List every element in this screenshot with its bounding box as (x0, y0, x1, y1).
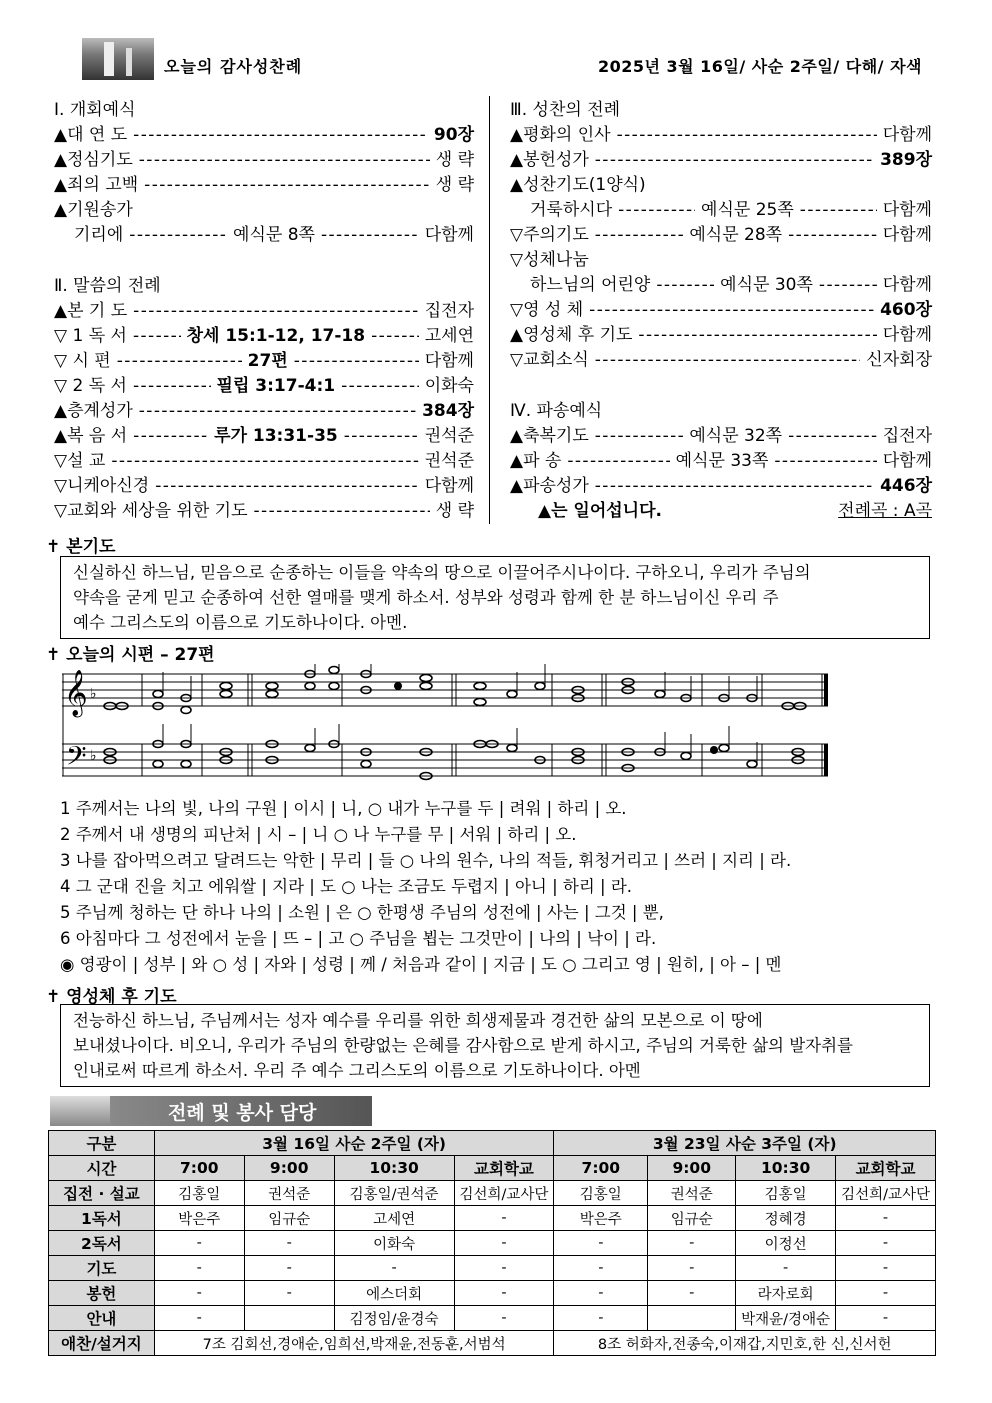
table-cell: 임규순 (244, 1206, 334, 1231)
postcommunion-line: 인내로써 따르게 하소서. 우리 주 예수 그리스도의 이름으로 기도하나이다. 아멘 (73, 1061, 641, 1080)
table-header-row (49, 1131, 936, 1156)
table-cell: 김선희/교사단 (836, 1181, 936, 1206)
table-cell: 정혜경 (736, 1206, 836, 1231)
table-cell: 9:00 (648, 1156, 736, 1181)
service-date: 2025년 3월 16일/ 사순 2주일/ 다해/ 자색 (597, 57, 922, 76)
table-cell: 7:00 (554, 1156, 648, 1181)
order-row: 거룩하시다 - - - 예식문 25쪽 - - - 다함께 (510, 198, 932, 223)
order-row: ▲층계성가 - - - 384장 (54, 399, 474, 424)
table-row (49, 1281, 936, 1306)
order-row: ▲기원송가 (54, 200, 133, 220)
table-row (49, 1331, 936, 1356)
order-left-column (54, 98, 474, 524)
duty-table (48, 1130, 936, 1356)
order-row: ▽주의기도 - - - 예식문 28쪽 - - - 다함께 (510, 223, 932, 248)
table-cell: 7조 김회선,경애순,임희선,박재윤,전동훈,서범석 (154, 1331, 554, 1356)
psalm-heading: ✝ 오늘의 시편 – 27편 (46, 645, 215, 665)
table-cell: 9:00 (244, 1156, 334, 1181)
order-row: ▲영성체 후 기도 - - - 다함께 (510, 323, 932, 348)
table-cell: - (454, 1256, 554, 1281)
order-row: ▽니케아신경 - - - 다함께 (54, 474, 474, 499)
table-cell: - (648, 1256, 736, 1281)
table-cell: 임규순 (648, 1206, 736, 1231)
table-cell: - (648, 1281, 736, 1306)
table-cell: 7:00 (154, 1156, 244, 1181)
table-cell: 권석준 (244, 1181, 334, 1206)
table-row (49, 1206, 936, 1231)
table-cell: - (454, 1231, 554, 1256)
table-cell: 김선희/교사단 (454, 1181, 554, 1206)
table-cell: 봉헌 (49, 1281, 155, 1306)
table-cell: - (454, 1206, 554, 1231)
collect-line: 약속을 굳게 믿고 순종하여 선한 열매를 맺게 하소서. 성부와 성령과 함께 한 분 하느님이신 우리 주 (73, 588, 779, 607)
collect-line: 신실하신 하느님, 믿음으로 순종하는 이들을 약속의 땅으로 이끌어주시나이다. 구하오니, 우리가 주님의 (73, 563, 811, 582)
table-cell: - (648, 1231, 736, 1256)
svg-text:𝄞: 𝄞 (64, 670, 88, 716)
table-row (49, 1306, 936, 1331)
week2-heading: 3월 23일 사순 3주일 (자) (554, 1131, 936, 1156)
table-cell (244, 1306, 334, 1331)
table-cell: - (554, 1281, 648, 1306)
table-cell: 박재윤/경애순 (736, 1306, 836, 1331)
order-row: ▽ 1 독 서 - - - 창세 15:1-12, 17-18 - - - 고세연 (54, 324, 474, 349)
table-cell: 권석준 (648, 1181, 736, 1206)
psalm-verse: 5 주님께 청하는 단 하나 나의 | 소원 | 은 ○ 한평생 주님의 성전에 | 사는 | 그것 | 뿐, (60, 903, 664, 922)
table-row (49, 1231, 936, 1256)
table-cell: 집전 · 설교 (49, 1181, 155, 1206)
table-cell: - (154, 1231, 244, 1256)
table-cell (648, 1306, 736, 1331)
table-cell: - (154, 1306, 244, 1331)
table-cell: 라자로회 (736, 1281, 836, 1306)
psalm-verse: 2 주께서 내 생명의 피난처 | 시 – | 니 ○ 나 누구를 무 | 서워 | 하리 | 오. (60, 825, 577, 844)
table-cell: 김정임/윤경숙 (334, 1306, 454, 1331)
table-cell: - (836, 1256, 936, 1281)
table-cell: 김홍일/권석준 (334, 1181, 454, 1206)
table-cell: - (836, 1306, 936, 1331)
table-cell: - (736, 1256, 836, 1281)
page-title: 오늘의 감사성찬례 (164, 57, 303, 76)
table-cell: - (334, 1256, 454, 1281)
table-cell: 고세연 (334, 1206, 454, 1231)
collect-box (60, 556, 930, 639)
header (82, 38, 932, 82)
table-cell: - (154, 1256, 244, 1281)
stand-note: ▲는 일어섭니다. (538, 501, 662, 521)
section-sending: Ⅳ. 파송예식 (510, 401, 603, 421)
table-cell: - (244, 1281, 334, 1306)
order-row: ▲파송성가 - - - 446장 (510, 474, 932, 499)
order-row: ▽성체나눔 (510, 250, 589, 270)
order-row: ▽교회와 세상을 위한 기도 - - - 생 략 (54, 499, 474, 524)
duty-title: 전례 및 봉사 담당 (168, 1102, 317, 1124)
table-cell: 박은주 (554, 1206, 648, 1231)
band-photo (50, 1096, 110, 1126)
table-row (49, 1256, 936, 1281)
table-cell: - (454, 1306, 554, 1331)
table-cell: 8조 허화자,전종숙,이재갑,지민호,한 신,신서헌 (554, 1331, 936, 1356)
table-cell: 김홍일 (736, 1181, 836, 1206)
order-row: ▽ 2 독 서 - - - 필립 3:17-4:1 - - - 이화숙 (54, 374, 474, 399)
table-cell: 에스더회 (334, 1281, 454, 1306)
table-cell: 박은주 (154, 1206, 244, 1231)
table-cell: - (244, 1231, 334, 1256)
table-cell: 안내 (49, 1306, 155, 1331)
order-row: ▲봉헌성가 - - - 389장 (510, 148, 932, 173)
table-cell: 10:30 (334, 1156, 454, 1181)
column-divider (489, 96, 490, 524)
table-cell: 시간 (49, 1156, 155, 1181)
svg-text:♭: ♭ (90, 686, 97, 702)
tune-note: 전례곡 : A곡 (838, 501, 932, 521)
postcommunion-heading: ✝ 영성체 후 기도 (46, 987, 177, 1007)
psalm-chant-score (62, 664, 830, 794)
table-cell: 교회학교 (836, 1156, 936, 1181)
legend-line (510, 499, 932, 524)
order-row: ▲성찬기도(1양식) (510, 175, 646, 195)
table-cell: 교회학교 (454, 1156, 554, 1181)
church-photo (82, 38, 154, 80)
postcommunion-box (60, 1004, 930, 1087)
table-cell: - (836, 1281, 936, 1306)
collect-heading: ✝ 본기도 (46, 537, 116, 557)
order-row: ▽ 시 편 - - - 27편 - - - 다함께 (54, 349, 474, 374)
order-right-column (510, 98, 932, 524)
psalm-verse: 4 그 군대 진을 치고 에워쌀 | 지라 | 도 ○ 나는 조금도 두렵지 | 아니 | 하리 | 라. (60, 877, 633, 896)
section-opening: Ⅰ. 개회예식 (54, 100, 136, 120)
table-cell: - (554, 1306, 648, 1331)
order-row: ▽설 교 - - - 권석준 (54, 449, 474, 474)
postcommunion-line: 보내셨나이다. 비오니, 우리가 주님의 한량없는 은혜를 감사함으로 받게 하시고, 주님의 거룩한 삶의 발자취를 (73, 1036, 853, 1055)
order-row: ▲본 기 도 - - - 집전자 (54, 299, 474, 324)
order-row: ▲파 송 - - - 예식문 33쪽 - - - 다함께 (510, 449, 932, 474)
table-cell: - (154, 1281, 244, 1306)
psalm-text (60, 796, 791, 978)
order-row: ▲축복기도 - - - 예식문 32쪽 - - - 집전자 (510, 424, 932, 449)
table-cell: 2독서 (49, 1231, 155, 1256)
order-row: ▲대 연 도 - - - 90장 (54, 123, 474, 148)
svg-text:♭: ♭ (90, 748, 97, 764)
table-cell: - (554, 1256, 648, 1281)
table-cell: 10:30 (736, 1156, 836, 1181)
table-cell: 이정선 (736, 1231, 836, 1256)
svg-text:𝄢: 𝄢 (66, 740, 87, 778)
week1-heading: 3월 16일 사순 2주일 (자) (154, 1131, 554, 1156)
psalm-verse: 6 아침마다 그 성전에서 눈을 | 뜨 – | 고 ○ 주님을 뵙는 그것만이 | 나의 | 낙이 | 라. (60, 929, 657, 948)
table-cell: - (244, 1256, 334, 1281)
postcommunion-line: 전능하신 하느님, 주님께서는 성자 예수를 우리를 위한 희생제물과 경건한 삶의 모본으로 이 땅에 (73, 1011, 763, 1030)
psalm-verse: 1 주께서는 나의 빛, 나의 구원 | 이시 | 니, ○ 내가 누구를 두 | 려워 | 하리 | 오. (60, 799, 627, 818)
duty-title-band (50, 1096, 372, 1126)
order-row: ▲평화의 인사 - - - 다함께 (510, 123, 932, 148)
table-cell: - (836, 1231, 936, 1256)
order-row: ▽교회소식 - - - 신자회장 (510, 348, 932, 373)
psalm-verse: 3 나를 잡아먹으려고 달려드는 악한 | 무리 | 들 ○ 나의 원수, 나의 적들, 휘청거리고 | 쓰러 | 지리 | 라. (60, 851, 792, 870)
section-eucharist: Ⅲ. 성찬의 전례 (510, 100, 621, 120)
section-word: Ⅱ. 말씀의 전례 (54, 276, 161, 296)
time-row (49, 1156, 936, 1181)
table-cell: - (454, 1281, 554, 1306)
order-row: ▽영 성 체 - - - 460장 (510, 298, 932, 323)
collect-line: 예수 그리스도의 이름으로 기도하나이다. 아멘. (73, 613, 408, 632)
order-row: ▲죄의 고백 - - - 생 략 (54, 173, 474, 198)
table-cell: 이화숙 (334, 1231, 454, 1256)
order-row: 기리에 - - - 예식문 8쪽 - - - 다함께 (54, 223, 474, 248)
psalm-verse: ◉ 영광이 | 성부 | 와 ○ 성 | 자와 | 성령 | 께 / 처음과 같이 | 지금 | 도 ○ 그리고 영 | 원히, | 아 – | 멘 (60, 955, 782, 974)
table-cell: 김홍일 (154, 1181, 244, 1206)
order-row: 하느님의 어린양 - - - 예식문 30쪽 - - - 다함께 (510, 273, 932, 298)
table-cell: 애찬/설거지 (49, 1331, 155, 1356)
order-row: ▲복 음 서 - - - 루가 13:31-35 - - - 권석준 (54, 424, 474, 449)
table-cell: - (554, 1231, 648, 1256)
table-row (49, 1181, 936, 1206)
table-cell: 김홍일 (554, 1181, 648, 1206)
table-cell: 기도 (49, 1256, 155, 1281)
table-cell: 구분 (49, 1131, 155, 1156)
table-cell: 1독서 (49, 1206, 155, 1231)
table-cell: - (836, 1206, 936, 1231)
order-row: ▲정심기도 - - - 생 략 (54, 148, 474, 173)
